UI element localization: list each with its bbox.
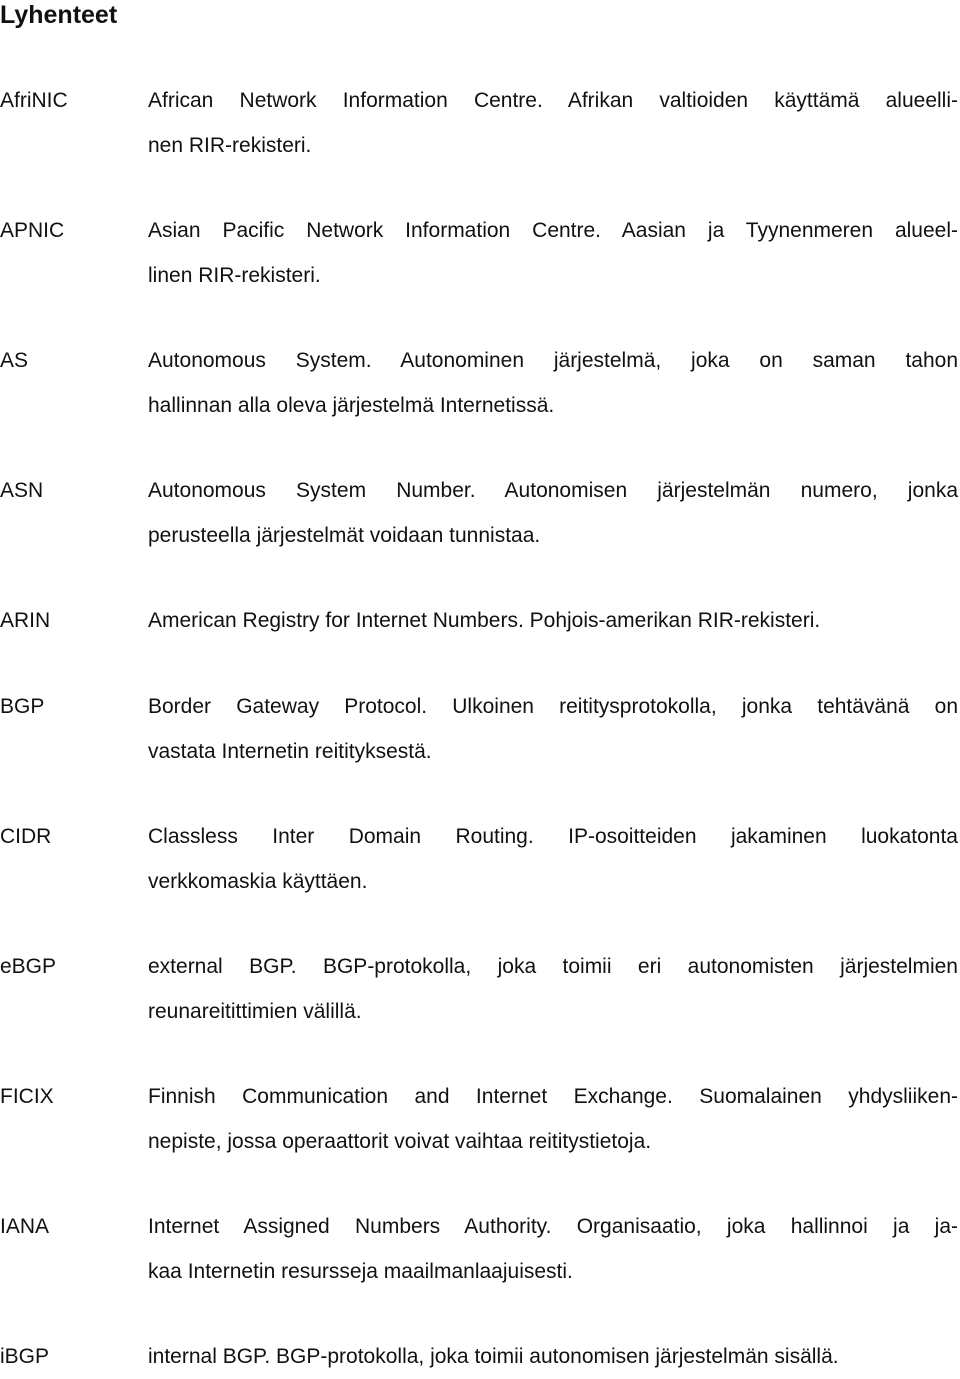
definition-line: vastata Internetin reitityksestä. (148, 740, 432, 763)
definition-line: perusteella järjestelmät voidaan tunnistaa. (148, 524, 541, 547)
definition-line: African Network Information Centre. Afrikan valtioiden käyttämä alueelli- (148, 89, 958, 112)
page-title: Lyhenteet (0, 1, 118, 29)
definition-line: hallinnan alla oleva järjestelmä Internetissä. (148, 394, 555, 417)
definition-line: nepiste, jossa operaattorit voivat vaihtaa reititystietoja. (148, 1130, 652, 1153)
definition-line: American Registry for Internet Numbers. Pohjois-amerikan RIR-rekisteri. (148, 609, 821, 632)
abbreviation-term: AS (0, 349, 29, 372)
abbreviation-definition (148, 598, 958, 643)
abbreviation-definition (148, 1334, 958, 1379)
definition-line: internal BGP. BGP-protokolla, joka toimii autonomisen järjestelmän sisällä. (148, 1345, 839, 1368)
abbreviation-term: ARIN (0, 609, 51, 632)
abbreviation-definition (148, 78, 958, 168)
abbreviation-term: BGP (0, 695, 45, 718)
definition-line: Border Gateway Protocol. Ulkoinen reititysprotokolla, jonka tehtävänä on (148, 695, 958, 718)
abbreviation-definition (148, 814, 958, 904)
abbreviation-term: iBGP (0, 1345, 50, 1368)
abbreviation-definition (148, 944, 958, 1034)
definition-line: Asian Pacific Network Information Centre. Aasian ja Tyynenmeren alueel- (148, 219, 958, 242)
abbreviation-definition (148, 1074, 958, 1164)
abbreviation-term: eBGP (0, 955, 57, 978)
abbreviation-term: CIDR (0, 825, 52, 848)
abbreviation-term: AfriNIC (0, 89, 68, 112)
definition-line: Internet Assigned Numbers Authority. Organisaatio, joka hallinnoi ja ja- (148, 1215, 958, 1238)
abbreviation-term: FICIX (0, 1085, 54, 1108)
abbreviation-term: ASN (0, 479, 44, 502)
definition-line: linen RIR-rekisteri. (148, 264, 321, 287)
definition-line: Autonomous System. Autonominen järjestelmä, joka on saman tahon (148, 349, 958, 372)
definition-line: nen RIR-rekisteri. (148, 134, 312, 157)
definition-line: Classless Inter Domain Routing. IP-osoitteiden jakaminen luokatonta (148, 825, 958, 848)
abbreviation-term: IANA (0, 1215, 50, 1238)
abbreviation-definition (148, 468, 958, 558)
definition-line: Finnish Communication and Internet Exchange. Suomalainen yhdysliiken- (148, 1085, 958, 1108)
abbreviation-definition (148, 338, 958, 428)
abbreviation-definition (148, 684, 958, 774)
abbreviation-definition (148, 1204, 958, 1294)
abbreviation-definition (148, 208, 958, 298)
abbreviation-term: APNIC (0, 219, 65, 242)
definition-line: reunareitittimien välillä. (148, 1000, 362, 1023)
definition-line: external BGP. BGP-protokolla, joka toimii eri autonomisten järjestelmien (148, 955, 958, 978)
definition-line: verkkomaskia käyttäen. (148, 870, 368, 893)
definition-line: Autonomous System Number. Autonomisen järjestelmän numero, jonka (148, 479, 958, 502)
definition-line: kaa Internetin resursseja maailmanlaajuisesti. (148, 1260, 573, 1283)
